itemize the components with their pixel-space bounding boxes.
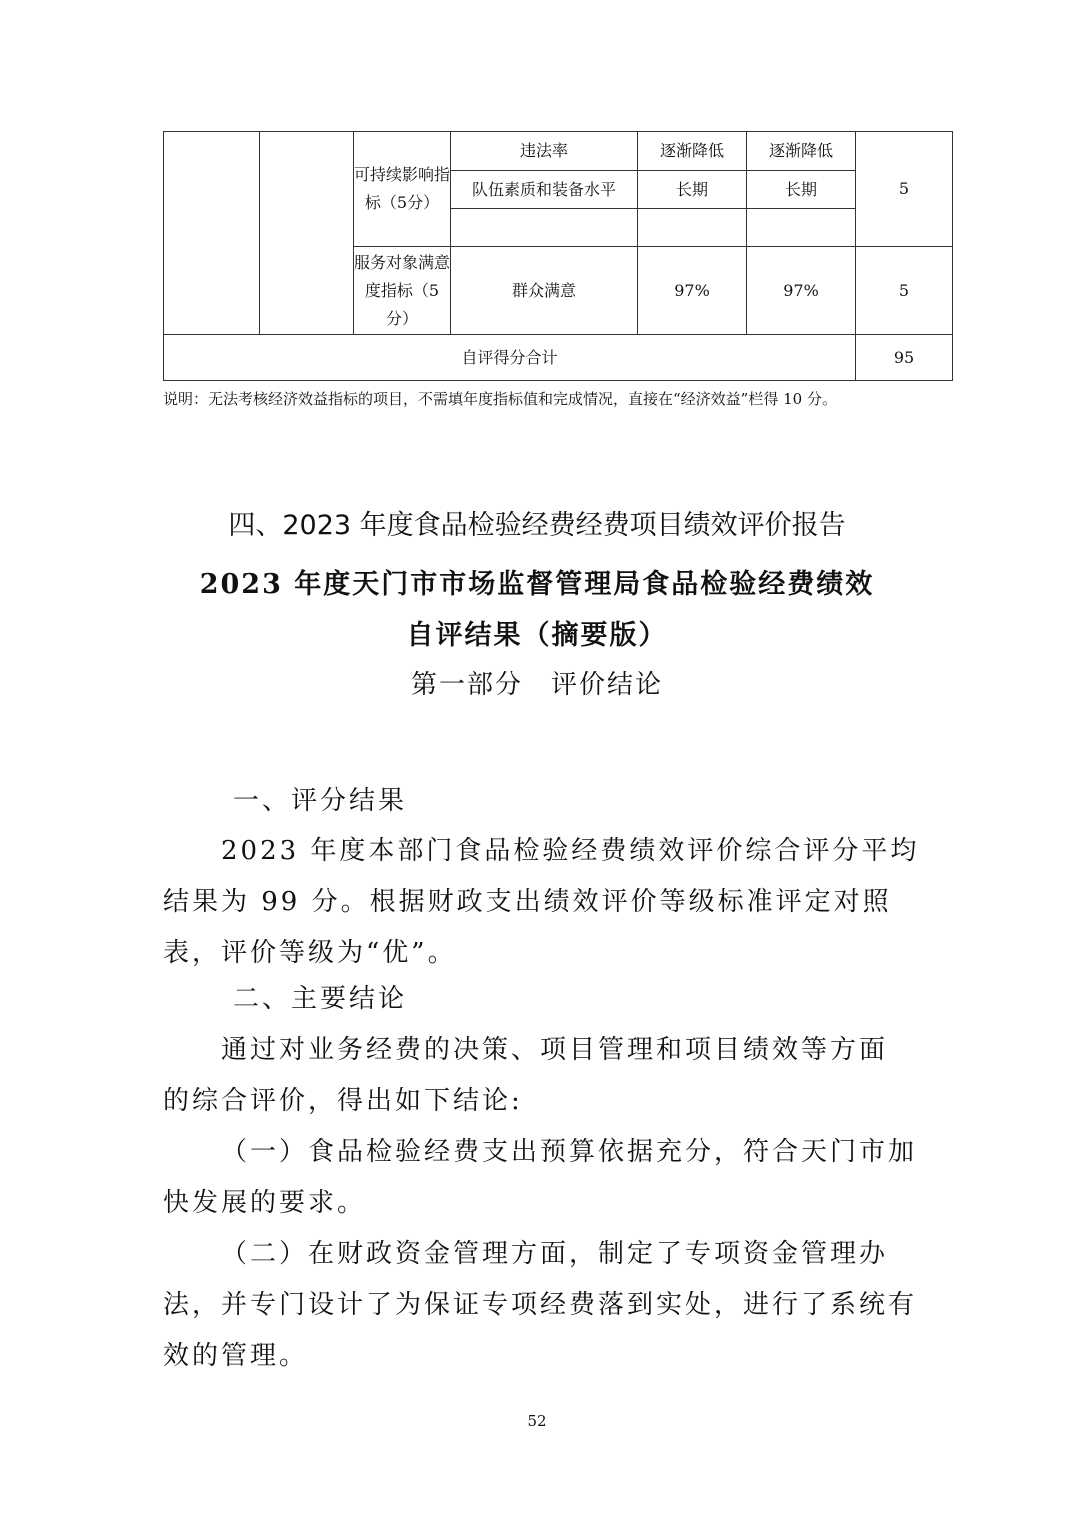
sustain-score-cell: 5 <box>856 132 953 247</box>
quality-actual-cell: 长期 <box>747 171 856 209</box>
empty-cell <box>451 209 638 247</box>
report-title-line2: 自评结果（摘要版） <box>406 620 668 651</box>
empty-cell <box>747 209 856 247</box>
violation-metric-cell: 违法率 <box>451 132 638 171</box>
empty-cell <box>164 132 260 335</box>
paragraph-conclusion-2: （二）在财政资金管理方面，制定了专项资金管理办法，并专门设计了为保证专项经费落到实处，进行了系统有效的管理。 <box>163 1239 918 1371</box>
paragraph-scoring-result: 2023 年度本部门食品检验经费绩效评价综合评分平均结果为 99 分。根据财政支出绩效评价等级标准评定对照表，评价等级为“优”。 <box>163 836 920 968</box>
paragraph-conclusion-1: （一）食品检验经费支出预算依据充分，符合天门市加快发展的要求。 <box>163 1137 918 1218</box>
heading-main-conclusion: 二、主要结论 <box>233 984 408 1014</box>
quality-target-cell: 长期 <box>638 171 747 209</box>
total-label-cell: 自评得分合计 <box>164 335 856 381</box>
heading-scoring-result: 一、评分结果 <box>233 786 408 816</box>
section-heading: 四、2023 年度食品检验经费经费项目绩效评价报告 <box>228 510 846 541</box>
satisfy-target-cell: 97% <box>638 247 747 335</box>
total-score-cell: 95 <box>856 335 953 381</box>
satisfy-label-cell: 服务对象满意度指标（5分） <box>354 247 451 335</box>
report-title-line1: 2023 年度天门市市场监督管理局食品检验经费绩效 <box>199 569 875 600</box>
empty-cell <box>638 209 747 247</box>
empty-cell <box>260 132 354 335</box>
page-number: 52 <box>527 1412 547 1430</box>
satisfy-metric-cell: 群众满意 <box>451 247 638 335</box>
part-heading: 第一部分 评价结论 <box>410 670 663 700</box>
violation-actual-cell: 逐渐降低 <box>747 132 856 171</box>
violation-target-cell: 逐渐降低 <box>638 132 747 171</box>
satisfy-score-cell: 5 <box>856 247 953 335</box>
satisfy-actual-cell: 97% <box>747 247 856 335</box>
paragraph-conclusion-intro: 通过对业务经费的决策、项目管理和项目绩效等方面的综合评价，得出如下结论: <box>163 1035 889 1116</box>
performance-table <box>163 131 953 381</box>
table-note: 说明：无法考核经济效益指标的项目，不需填年度指标值和完成情况，直接在“经济效益”栏得 10 分。 <box>163 390 837 408</box>
sustain-label-cell: 可持续影响指标（5分） <box>354 132 451 247</box>
quality-metric-cell: 队伍素质和装备水平 <box>451 171 638 209</box>
